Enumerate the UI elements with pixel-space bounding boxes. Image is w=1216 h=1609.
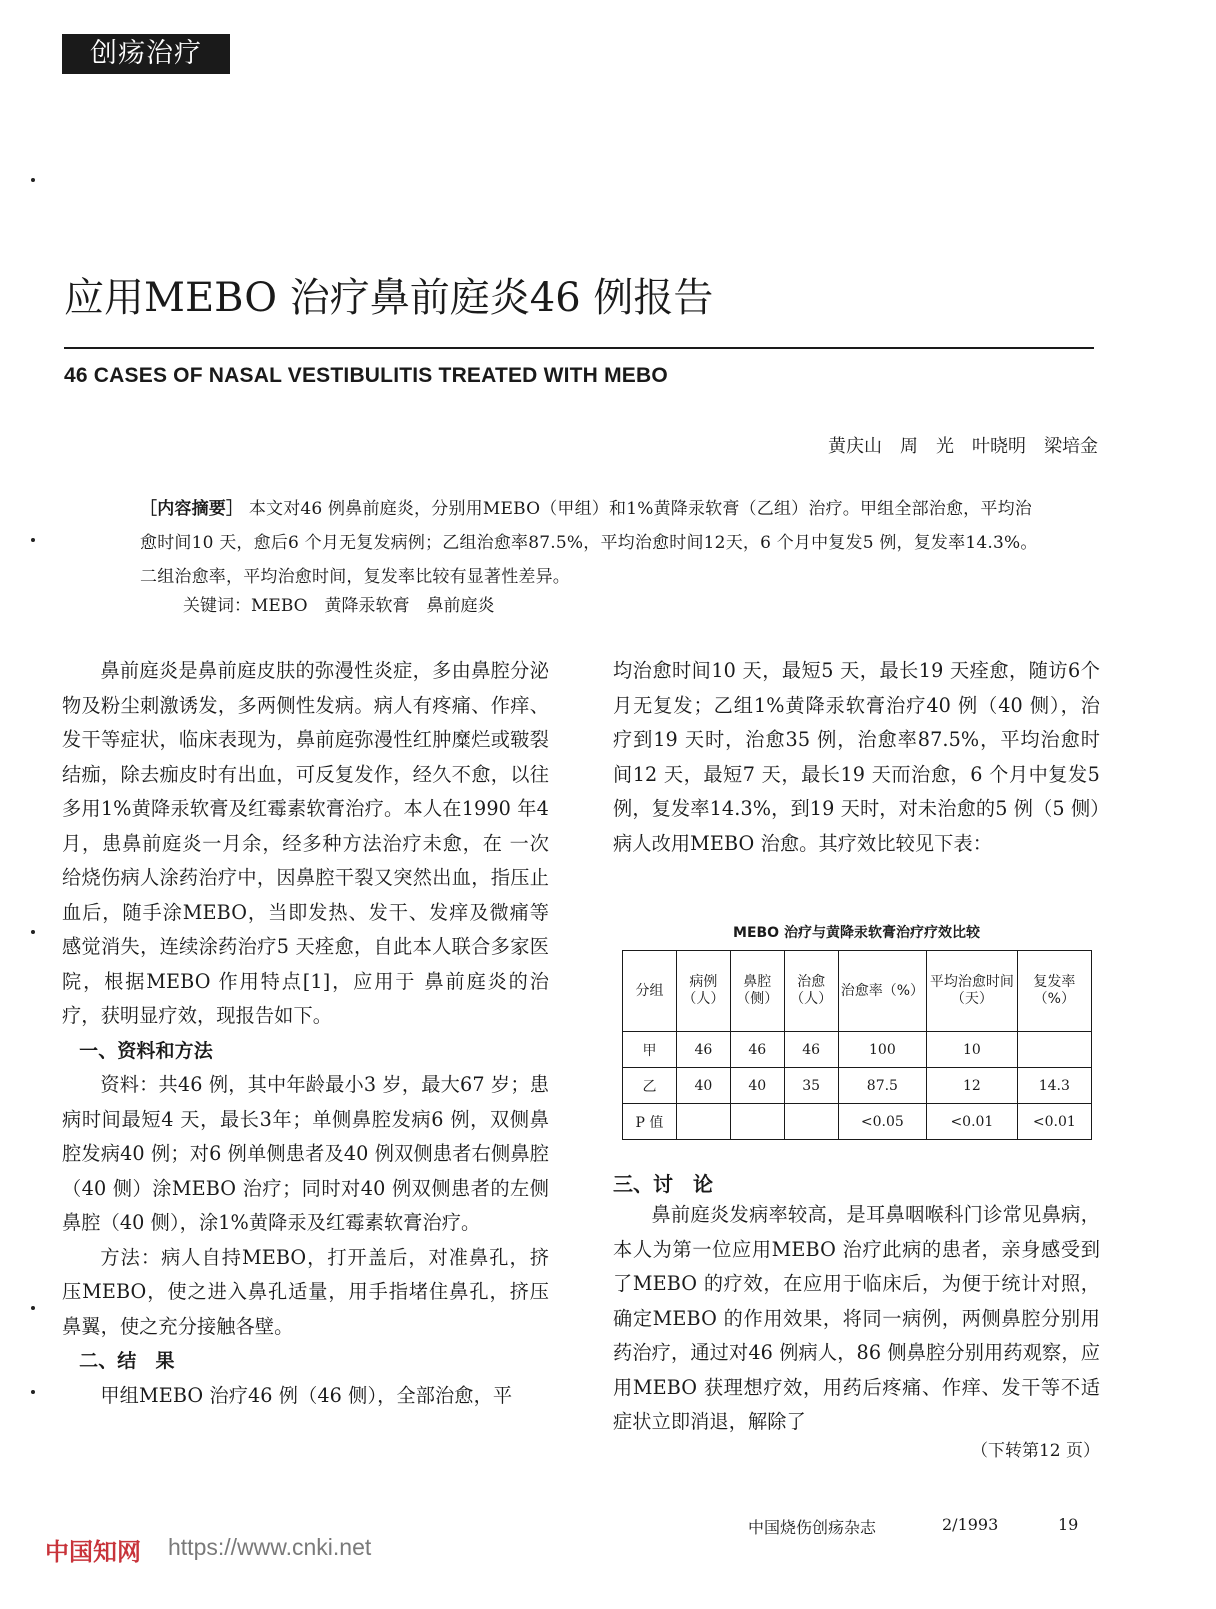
discussion-text — [613, 1198, 1100, 1440]
section-heading: 一、资料和方法 — [79, 1039, 213, 1062]
table-cell: 40 — [730, 1068, 784, 1104]
footer-journal: 中国烧伤创疡杂志 — [748, 1518, 877, 1537]
table-cell — [784, 1104, 838, 1140]
article-title: 应用MEBO 治疗鼻前庭炎46 例报告 — [64, 275, 714, 321]
table-cell: 12 — [927, 1068, 1018, 1104]
cnki-url[interactable]: https://www.cnki.net — [168, 1534, 372, 1560]
table-cell — [676, 1104, 730, 1140]
abstract-label: ［内容摘要］ — [140, 499, 244, 519]
abstract-text: 本文对46 例鼻前庭炎，分别用MEBO（甲组）和1%黄降汞软膏（乙组）治疗。甲组全部治愈，平均治愈时间10 天，愈后6 个月无复发病例；乙组治愈率87.5%，平均治愈时间12天，6 个月中复发5 例，复发率14.3%。二组治愈率，平均治愈时间，复发率比较有显著性差异。 — [140, 499, 1038, 587]
header-cell: 复发率（%） — [1017, 951, 1091, 1032]
table-cell: <0.05 — [838, 1104, 927, 1140]
paragraph: 资料：共46 例，其中年龄最小3 岁，最大67 岁；患病时间最短4 天，最长3年；单侧鼻腔发病6 例，双侧鼻腔发病40 例；对6 例单侧患者及40 例双侧患者右侧鼻腔（40 侧）涂MEBO 治疗；同时对40 例双侧患者的左侧鼻腔（40 侧），涂1%黄降汞及红霉素软膏治疗。 — [62, 1073, 549, 1234]
paragraph: 均治愈时间10 天，最短5 天，最长19 天痊愈，随访6个月无复发；乙组1%黄降汞软膏治疗40 例（40 侧），治疗到19 天时，治愈35 例，治愈率87.5%，平均治愈时间12 天，最短7 天，最长19 天而治愈，6 个月中复发5 例，复发率14.3%，到19 天时，对未治愈的5 例（5 侧）病人改用MEBO 治愈。其疗效比较见下表： — [613, 659, 1100, 855]
cnki-logo: 中国知网 — [45, 1538, 141, 1566]
table-cell: P 值 — [623, 1104, 677, 1140]
header-cell: 鼻腔（侧） — [730, 951, 784, 1032]
footer-issue: 2/1993 — [942, 1515, 999, 1534]
table-row — [623, 1104, 1092, 1140]
table-cell: 87.5 — [838, 1068, 927, 1104]
right-column — [613, 654, 1100, 861]
margin-dot — [31, 1390, 35, 1394]
english-title: 46 CASES OF NASAL VESTIBULITIS TREATED WITH MEBO — [64, 364, 668, 387]
section-heading: 三、讨 论 — [613, 1172, 713, 1196]
margin-dot — [31, 178, 35, 182]
table-cell: 甲 — [623, 1032, 677, 1068]
paragraph: 鼻前庭炎是鼻前庭皮肤的弥漫性炎症，多由鼻腔分泌物及粉尘刺激诱发，多两侧性发病。病人有疼痛、作痒、发干等症状，临床表现为，鼻前庭弥漫性红肿糜烂或皲裂结痂，除去痂皮时有出血，可反复发作，经久不愈，以往多用1%黄降汞软膏及红霉素软膏治疗。本人在1990 年4 月，患鼻前庭炎一月余，经多种方法治疗未愈，在 一次给烧伤病人涂药治疗中，因鼻腔干裂又突然出血，指压止血后，随手涂MEBO，当即发热、发干、发痒及微痛等感觉消失，连续涂药治疗5 天痊愈，自此本人联合多家医院，根据MEBO 作用特点[1]，应用于 鼻前庭炎的治疗，获明显疗效，现报告如下。 — [62, 659, 549, 1027]
left-column — [62, 654, 549, 1413]
header-cell: 平均治愈时间（天） — [927, 951, 1018, 1032]
header-cell: 治愈（人） — [784, 951, 838, 1032]
authors: 黄庆山 周 光 叶晓明 梁培金 — [828, 436, 1098, 457]
table-cell: 乙 — [623, 1068, 677, 1104]
header-cell: 治愈率（%） — [838, 951, 927, 1032]
margin-dot — [31, 930, 35, 934]
table-cell: 100 — [838, 1032, 927, 1068]
table-cell: <0.01 — [1017, 1104, 1091, 1140]
keywords: 关键词：MEBO 黄降汞软膏 鼻前庭炎 — [183, 596, 495, 616]
results-table — [622, 950, 1092, 1140]
table-cell: 35 — [784, 1068, 838, 1104]
table-cell: 46 — [730, 1032, 784, 1068]
table-cell: 40 — [676, 1068, 730, 1104]
table-row — [623, 1032, 1092, 1068]
table-cell — [1017, 1032, 1091, 1068]
margin-dot — [31, 538, 35, 542]
continued-note: （下转第12 页） — [970, 1441, 1100, 1461]
paragraph: 鼻前庭炎发病率较高，是耳鼻咽喉科门诊常见鼻病，本人为第一位应用MEBO 治疗此病的患者，亲身感受到了MEBO 的疗效，在应用于临床后，为便于统计对照，确定MEBO 的作用效果，将同一病例，两侧鼻腔分别用药治疗，通过对46 例病人，86 侧鼻腔分别用药观察，应用MEBO 获理想疗效，用药后疼痛、作痒、发干等不适症状立即消退，解除了 — [613, 1203, 1100, 1433]
table-cell: 10 — [927, 1032, 1018, 1068]
table-cell: <0.01 — [927, 1104, 1018, 1140]
abstract — [140, 492, 1040, 594]
header-cell: 分组 — [623, 951, 677, 1032]
section-heading: 二、结 果 — [79, 1350, 175, 1372]
table-header-row — [623, 951, 1092, 1032]
header-cell: 病例（人） — [676, 951, 730, 1032]
section-tag: 创疡治疗 — [62, 34, 230, 74]
title-divider — [64, 347, 1094, 349]
margin-dot — [31, 1306, 35, 1310]
table-cell: 46 — [784, 1032, 838, 1068]
paragraph: 甲组MEBO 治疗46 例（46 侧），全部治愈，平 — [100, 1383, 513, 1407]
table-cell: 46 — [676, 1032, 730, 1068]
page-number: 19 — [1058, 1515, 1079, 1534]
table-caption: MEBO 治疗与黄降汞软膏治疗疗效比较 — [733, 925, 980, 941]
paragraph: 方法：病人自持MEBO，打开盖后，对准鼻孔，挤压MEBO，使之进入鼻孔适量，用手指堵住鼻孔，挤压鼻翼，使之充分接触各壁。 — [62, 1245, 549, 1338]
table-cell — [730, 1104, 784, 1140]
table-cell: 14.3 — [1017, 1068, 1091, 1104]
table-row — [623, 1068, 1092, 1104]
